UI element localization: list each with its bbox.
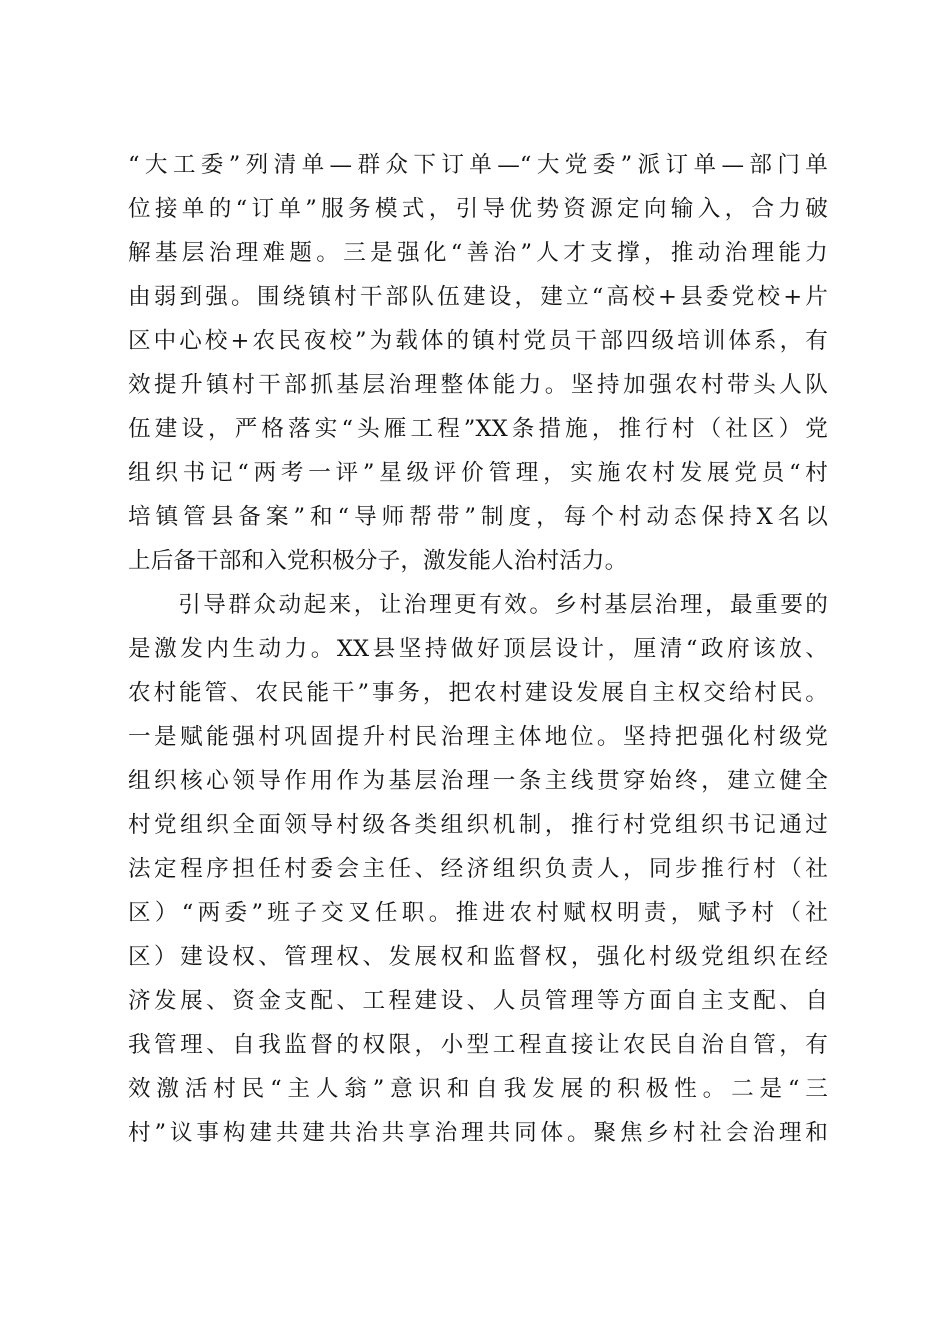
text-line: 区中心校+农民夜校”为载体的镇村党员干部四级培训体系，有	[128, 328, 828, 354]
text-line: 培镇管县备案”和“导师帮带”制度，每个村动态保持X名以	[128, 504, 828, 530]
text-line: 解基层治理难题。三是强化“善治”人才支撑，推动治理能力	[128, 240, 828, 266]
text-line: 农村能管、农民能干”事务，把农村建设发展自主权交给村民。	[128, 680, 828, 706]
text-line: 法定程序担任村委会主任、经济组织负责人，同步推行村（社	[128, 856, 828, 882]
text-line: 组织书记“两考一评”星级评价管理，实施农村发展党员“村	[128, 460, 828, 486]
text-line: 区）建设权、管理权、发展权和监督权，强化村级党组织在经	[128, 944, 828, 970]
text-line: 村党组织全面领导村级各类组织机制，推行村党组织书记通过	[128, 812, 828, 838]
text-line: 我管理、自我监督的权限，小型工程直接让农民自治自管，有	[128, 1032, 828, 1058]
text-line: 组织核心领导作用作为基层治理一条主线贯穿始终，建立健全	[128, 768, 828, 794]
text-line: “大工委”列清单—群众下订单—“大党委”派订单—部门单	[128, 152, 828, 178]
text-line: 位接单的“订单”服务模式，引导优势资源定向输入，合力破	[128, 196, 828, 222]
text-line: 引导群众动起来，让治理更有效。乡村基层治理，最重要的	[128, 592, 828, 618]
text-line: 区）“两委”班子交叉任职。推进农村赋权明责，赋予村（社	[128, 900, 828, 926]
text-line: 效提升镇村干部抓基层治理整体能力。坚持加强农村带头人队	[128, 372, 828, 398]
text-line: 伍建设，严格落实“头雁工程”XX条措施，推行村（社区）党	[128, 416, 828, 442]
text-line: 由弱到强。围绕镇村干部队伍建设，建立“高校+县委党校+片	[128, 284, 828, 310]
text-line: 村”议事构建共建共治共享治理共同体。聚焦乡村社会治理和	[128, 1120, 828, 1146]
text-line: 是激发内生动力。XX县坚持做好顶层设计，厘清“政府该放、	[128, 636, 828, 662]
text-line: 一是赋能强村巩固提升村民治理主体地位。坚持把强化村级党	[128, 724, 828, 750]
text-line: 效激活村民“主人翁”意识和自我发展的积极性。二是“三	[128, 1076, 828, 1102]
body-text	[128, 143, 828, 1155]
text-line: 上后备干部和入党积极分子，激发能人治村活力。	[128, 548, 628, 574]
text-line: 济发展、资金支配、工程建设、人员管理等方面自主支配、自	[128, 988, 828, 1014]
